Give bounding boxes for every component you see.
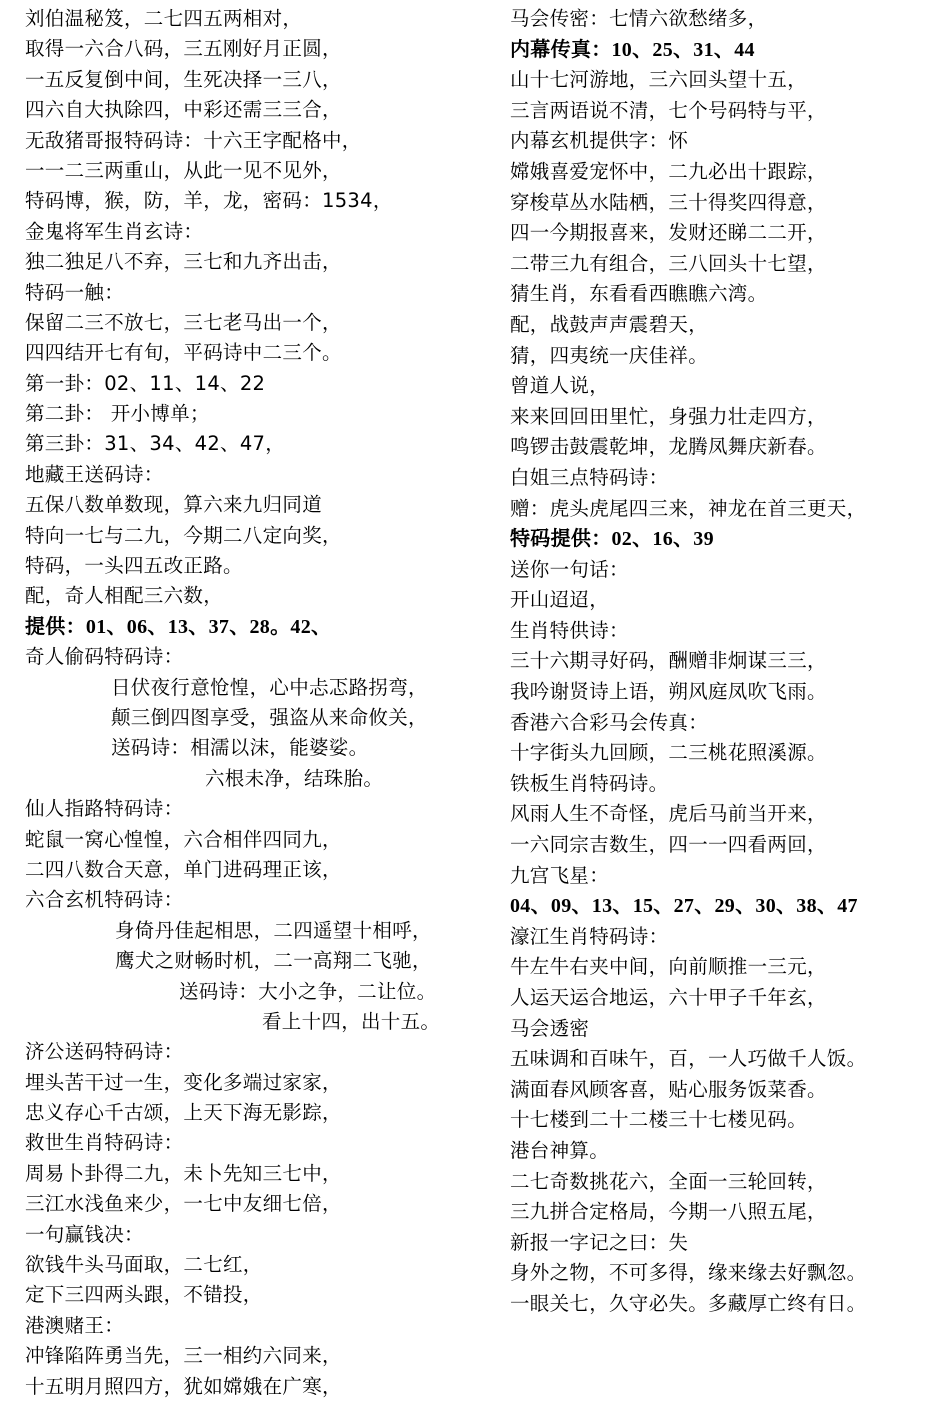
text-line: 猜，四夷统一庆佳祥。 (510, 343, 709, 367)
text-line: 一一二三两重山，从此一见不见外， (25, 158, 342, 182)
text-line: 取得一六合八码，三五刚好月正圆， (25, 37, 342, 61)
text-line: 鹰犬之财畅时机，二一高翔二飞驰， (115, 949, 432, 973)
text-line: 马会透密 (510, 1016, 590, 1040)
text-line: 地藏王送码诗： (25, 462, 164, 486)
text-line: 四四结开七有旬，平码诗中二三个。 (25, 341, 342, 365)
text-line: 济公送码特码诗： (25, 1040, 184, 1064)
text-line: 五保八数单数现，算六来九归同道 (25, 493, 323, 517)
text-line: 配，奇人相配三六数， (25, 584, 224, 608)
text-line: 内幕玄机提供字：怀 (510, 129, 689, 153)
text-line: 刘伯温秘笈，二七四五两相对， (25, 7, 303, 30)
text-line: 保留二三不放七，三七老马出一个， (25, 310, 342, 334)
text-line: 人运天运合地运，六十甲子千年玄， (510, 986, 827, 1009)
text-line: 港澳赌王： (25, 1313, 125, 1337)
text-line: 身倚丹佳起相思，二四遥望十相呼， (115, 918, 432, 942)
text-line: 五味调和百味午，百，一人巧做千人饭。 (510, 1047, 867, 1071)
text-line: 日伏夜行意怆惶，心中忐忑路拐弯， (111, 675, 428, 699)
text-line: 配，战鼓声声震碧天， (510, 312, 709, 336)
text-line: 二七奇数挑花六，全面一三轮回转， (510, 1169, 827, 1193)
text-line: 港台神算。 (510, 1138, 610, 1162)
text-line: 奇人偷码特码诗： (25, 645, 184, 669)
text-line: 特向一七与二九，今期二八定向奖， (25, 523, 342, 547)
text-line: 赠：虎头虎尾四三来，神龙在首三更天， (510, 496, 867, 520)
text-line: 身外之物，不可多得，缘来缘去好飘忽。 (510, 1261, 867, 1285)
text-line: 来来回回田里忙，身强力壮走四方， (510, 404, 827, 428)
text-line: 欲钱牛头马面取，二七红， (25, 1253, 263, 1277)
text-line: 三江水浅鱼来少，一七中友细七倍， (25, 1192, 342, 1216)
text-line: 嫦娥喜爱宠怀中，二九必出十跟踪， (510, 159, 827, 183)
text-line: 九宫飞星： (510, 863, 610, 887)
text-line: 一六同宗吉数生，四一一四看两回， (510, 833, 827, 857)
text-line: 六根未净，结珠胎。 (205, 766, 384, 790)
text-line: 送你一句话： (510, 557, 629, 581)
text-line: 第一卦：02、11、14、22 (25, 371, 266, 395)
text-line: 牛左牛右夹中间，向前顺推一三元， (510, 955, 827, 979)
text-line: 无敌猪哥报特码诗：十六王字配格中， (25, 128, 362, 152)
text-line: 忠义存心千古颂，上天下海无影踪， (25, 1101, 342, 1125)
text-line: 鸣锣击鼓震乾坤，龙腾凤舞庆新春。 (510, 435, 827, 459)
text-line: 我吟谢贤诗上语，朔风庭凤吹飞雨。 (510, 680, 827, 704)
text-line: 开山迢迢， (510, 588, 610, 612)
text-line: 第三卦：31、34、42、47， (25, 432, 286, 456)
text-line: 铁板生肖特码诗。 (510, 771, 669, 795)
text-line: 三十六期寻好码，酬赠非炯谋三三， (510, 649, 827, 673)
text-line: 二四八数合天意，单门进码理正该， (25, 857, 342, 881)
text-line: 山十七河游地，三六回头望十五， (510, 68, 808, 92)
text-line: 埋头苦干过一生，变化多端过家家， (25, 1070, 342, 1094)
text-line: 三言两语说不清，七个号码特与平， (510, 98, 827, 122)
text-line: 救世生肖特码诗： (25, 1131, 184, 1155)
text-line: 定下三四两头跟，不错投， (25, 1283, 263, 1307)
right-column (510, 4, 930, 1320)
text-line: 看上十四，出十五。 (262, 1009, 441, 1033)
text-line: 新报一字记之曰：失 (510, 1230, 689, 1254)
text-line: 一五反复倒中间，生死决择一三八， (25, 67, 342, 91)
text-line: 十五明月照四方，犹如嫦娥在广寒， (25, 1374, 342, 1398)
text-line: 第二卦： 开小博单； (25, 402, 210, 426)
text-line: 生肖特供诗： (510, 618, 629, 642)
text-line: 穿梭草丛水陆栖，三十得奖四得意， (510, 190, 827, 214)
left-column (25, 4, 480, 1402)
text-line: 特码提供：02、16、39 (510, 528, 714, 551)
text-line: 十七楼到二十二楼三十七楼见码。 (510, 1108, 808, 1132)
text-line: 独二独足八不弃，三七和九齐出击， (25, 250, 342, 274)
text-line: 周易卜卦得二九，未卜先知三七中， (25, 1161, 342, 1185)
text-line: 特码博，猴，防，羊，龙，密码：1534， (25, 189, 393, 213)
text-line: 四一今期报喜来，发财还睇二二开， (510, 221, 827, 245)
text-line: 一眼关七，久守必失。多藏厚亡终有日。 (510, 1291, 867, 1315)
text-line: 提供：01、06、13、37、28。42、 (25, 615, 332, 638)
text-line: 04、09、13、15、27、29、30、38、47 (510, 895, 858, 918)
text-line: 风雨人生不奇怪，虎后马前当开来， (510, 802, 827, 826)
text-line: 内幕传真：10、25、31、44 (510, 38, 755, 61)
text-line: 特码，一头四五改正路。 (25, 554, 243, 578)
text-line: 马会传密：七情六欲愁绪多， (510, 7, 768, 30)
text-line: 六合玄机特码诗： (25, 888, 184, 912)
text-line: 颠三倒四图享受，强盗从来命攸关， (111, 705, 428, 729)
text-line: 十字街头九回顾，二三桃花照溪源。 (510, 741, 827, 765)
text-line: 香港六合彩马会传真： (510, 710, 709, 734)
text-line: 一句赢钱决： (25, 1222, 144, 1246)
text-line: 仙人指路特码诗： (25, 797, 184, 821)
text-line: 三九拼合定格局，今期一八照五尾， (510, 1200, 827, 1224)
text-line: 金鬼将军生肖玄诗： (25, 219, 204, 243)
text-line: 曾道人说， (510, 374, 610, 398)
text-line: 送码诗：相濡以沫，能婆娑。 (111, 736, 369, 760)
text-line: 猜生肖，东看看西瞧瞧六湾。 (510, 282, 768, 306)
text-line: 蛇鼠一窝心惶惶，六合相伴四同九， (25, 827, 342, 851)
text-line: 濠江生肖特码诗： (510, 924, 669, 948)
text-line: 二带三九有组合，三八回头十七望， (510, 251, 827, 275)
text-line: 特码一触： (25, 280, 125, 304)
text-line: 送码诗：大小之争，二让位。 (179, 979, 437, 1003)
text-line: 冲锋陷阵勇当先，三一相约六同来， (25, 1344, 342, 1368)
text-line: 四六自大执除四，中彩还需三三合， (25, 98, 342, 122)
text-line: 白姐三点特码诗： (510, 465, 669, 489)
text-line: 满面春风顾客喜，贴心服务饭菜香。 (510, 1077, 827, 1101)
